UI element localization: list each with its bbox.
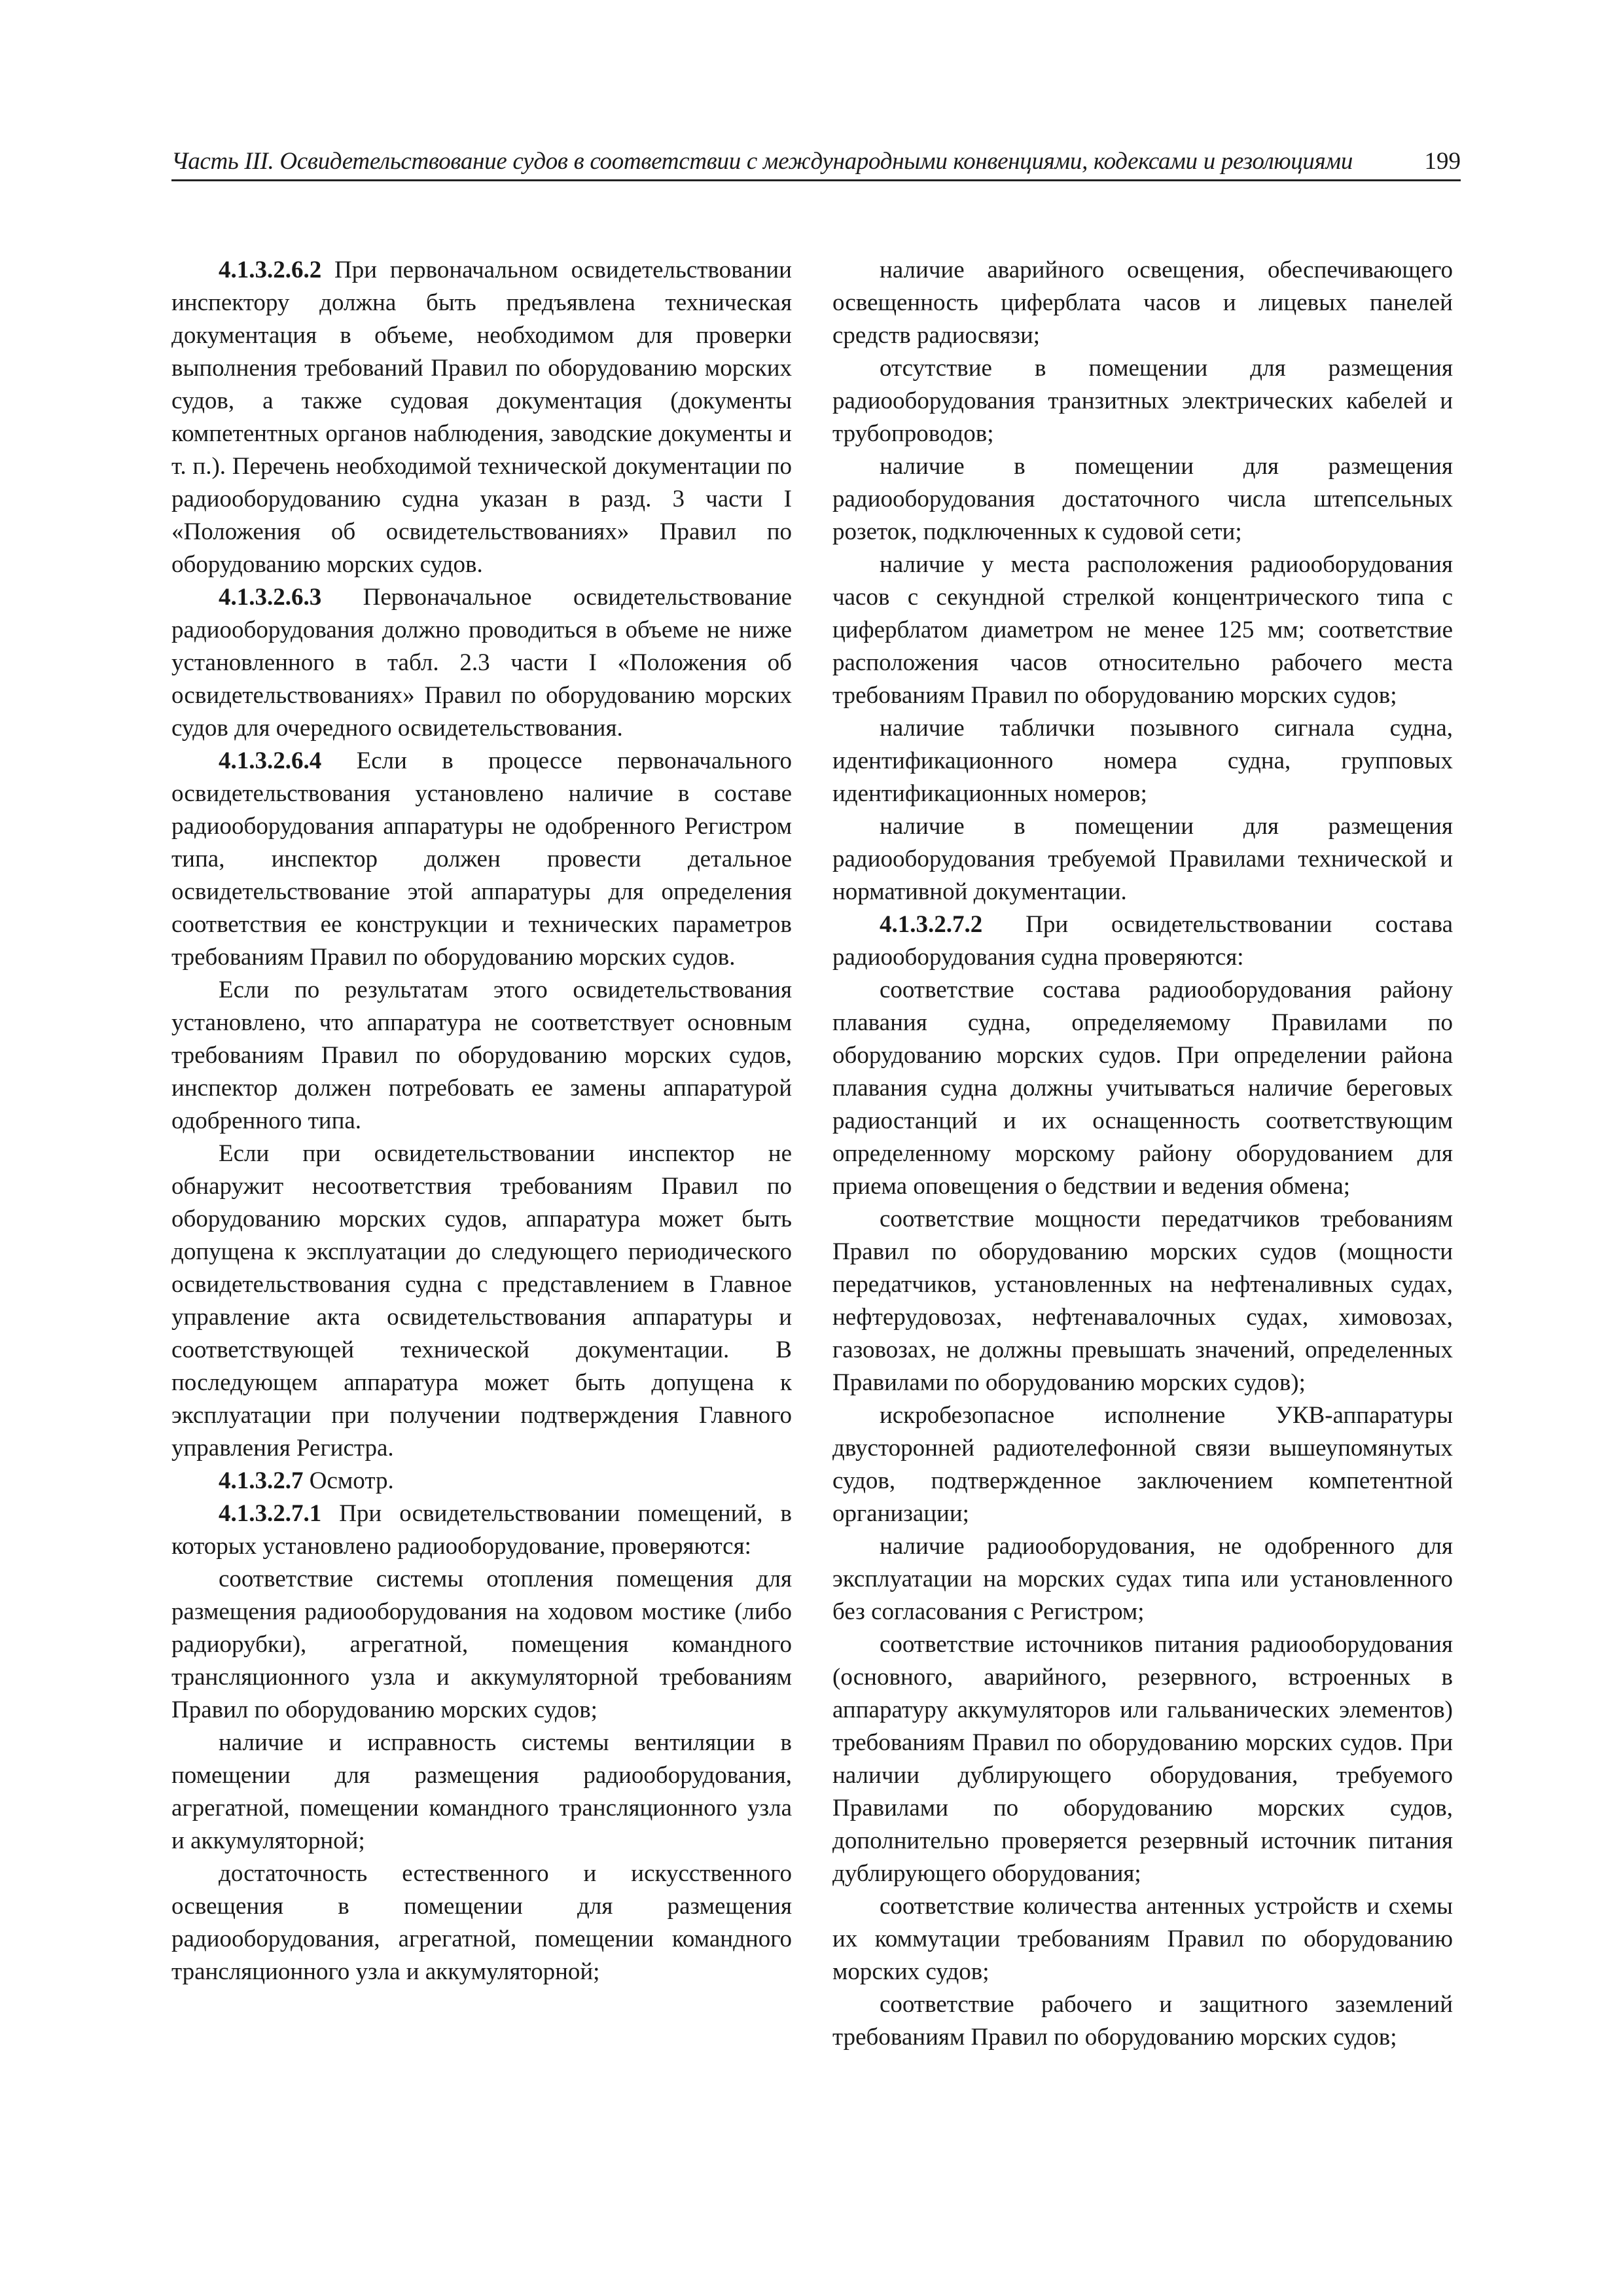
- paragraph-text: При освидетельствовании помещений, в которых установлено радиооборудование, проверяются:: [171, 1500, 792, 1560]
- paragraph: [832, 548, 1453, 712]
- paragraph-text: наличие у места расположения радиооборудования часов с секундной стрелкой концентрического типа с циферблатом диаметром не менее 125 мм; соответствие расположения часов относительно рабочего места требованиям Правил по оборудованию морских судов;: [832, 551, 1453, 709]
- paragraph: [832, 352, 1453, 450]
- paragraph-text: Если в процессе первоначального освидетельствования установлено наличие в составе радиооборудования аппаратуры не одобренного Регистром типа, инспектор должен провести детальное освидетельствование этой аппаратуры для определения соответствия ее конструкции и технических параметров требованиям Правил по оборудованию морских судов.: [171, 747, 792, 971]
- paragraph: [832, 712, 1453, 810]
- paragraph-text: наличие в помещении для размещения радиооборудования требуемой Правилами технической и нормативной документации.: [832, 813, 1453, 905]
- running-header: [171, 143, 1461, 181]
- section-number: 4.1.3.2.7: [219, 1467, 304, 1494]
- paragraph-text: достаточность естественного и искусственного освещения в помещении для размещения радиооборудования, агрегатной, помещении командного трансляционного узла и аккумуляторной;: [171, 1860, 792, 1985]
- paragraph: [171, 1138, 792, 1465]
- paragraph-text: соответствие системы отопления помещения для размещения радиооборудования на ходовом мостике (либо радиорубки), агрегатной, помещения командного трансляционного узла и аккумуляторной требованиям Правил по оборудованию морских судов;: [171, 1566, 792, 1723]
- running-header-title: Часть III. Освидетельствование судов в соответствии с международными конвенциями, кодексами и резолюциями: [171, 148, 1353, 175]
- paragraph-text: соответствие количества антенных устройств и схемы их коммутации требованиям Правил по оборудованию морских судов;: [832, 1893, 1453, 1985]
- paragraph: [171, 254, 792, 581]
- paragraph-text: искробезопасное исполнение УКВ-аппаратуры двусторонней радиотелефонной связи вышеупомянутых судов, подтвержденное заключением компетентной организации;: [832, 1402, 1453, 1527]
- paragraph: [171, 1727, 792, 1857]
- paragraph: [171, 1563, 792, 1727]
- paragraph: [832, 908, 1453, 974]
- section-number: 4.1.3.2.6.2: [219, 257, 322, 283]
- section-number: 4.1.3.2.6.3: [219, 584, 322, 611]
- paragraph-text: Если по результатам этого освидетельствования установлено, что аппаратура не соответствует основным требованиям Правил по оборудованию морских судов, инспектор должен потребовать ее замены аппаратурой одобренного типа.: [171, 977, 792, 1134]
- paragraph: [171, 581, 792, 745]
- paragraph: [832, 1203, 1453, 1399]
- paragraph: [832, 1530, 1453, 1628]
- paragraph: [171, 974, 792, 1138]
- paragraph-text: Осмотр.: [303, 1467, 394, 1494]
- paragraph: [832, 254, 1453, 352]
- paragraph-text: Если при освидетельствовании инспектор не обнаружит несоответствия требованиям Правил по оборудованию морских судов, аппаратура может быть допущена к эксплуатации до следующего периодического освидетельствования судна с представлением в Главное управление акта освидетельствования аппаратуры и соответствующей технической документации. В последующем аппаратура может быть допущена к эксплуатации при получении подтверждения Главного управления Регистра.: [171, 1140, 792, 1462]
- paragraph: [832, 1890, 1453, 1988]
- paragraph: [832, 1988, 1453, 2054]
- paragraph-text: наличие и исправность системы вентиляции в помещении для размещения радиооборудования, агрегатной, помещении командного трансляционного узла и аккумуляторной;: [171, 1729, 792, 1854]
- paragraph-text: соответствие состава радиооборудования району плавания судна, определяемому Правилами по оборудованию морских судов. При определении района плавания судна должны учитываться наличие береговых радиостанций и их оснащенность соответствующим определенному морскому району оборудованием для приема оповещения о бедствии и ведения обмена;: [832, 977, 1453, 1200]
- paragraph: [832, 810, 1453, 908]
- paragraph: [832, 1399, 1453, 1530]
- paragraph: [832, 974, 1453, 1203]
- paragraph-text: соответствие рабочего и защитного заземлений требованиям Правил по оборудованию морских судов;: [832, 1991, 1453, 2051]
- paragraph-text: соответствие мощности передатчиков требованиям Правил по оборудованию морских судов (мощности передатчиков, установленных на нефтеналивных судах, нефтерудовозах, нефтенавалочных судах, химовозах, газовозах, не должны превышать значений, определенных Правилами по оборудованию морских судов);: [832, 1206, 1453, 1396]
- left-column: [171, 254, 792, 1988]
- paragraph-text: наличие в помещении для размещения радиооборудования достаточного числа штепсельных розеток, подключенных к судовой сети;: [832, 453, 1453, 545]
- page-number: 199: [1424, 148, 1461, 175]
- paragraph: [171, 745, 792, 974]
- paragraph-text: наличие таблички позывного сигнала судна, идентификационного номера судна, групповых идентификационных номеров;: [832, 715, 1453, 807]
- section-number: 4.1.3.2.6.4: [219, 747, 322, 774]
- paragraph: [171, 1465, 792, 1498]
- paragraph: [832, 1628, 1453, 1890]
- paragraph-text: При освидетельствовании состава радиооборудования судна проверяются:: [832, 911, 1453, 971]
- section-number: 4.1.3.2.7.2: [880, 911, 983, 938]
- paragraph-text: соответствие источников питания радиооборудования (основного, аварийного, резервного, встроенных в аппаратуру аккумуляторов или гальванических элементов) требованиям Правил по оборудованию морских судов. При наличии дублирующего оборудования, требуемого Правилами по оборудованию морских судов, дополнительно проверяется резервный источник питания дублирующего оборудования;: [832, 1631, 1453, 1887]
- paragraph-text: отсутствие в помещении для размещения радиооборудования транзитных электрических кабелей и трубопроводов;: [832, 355, 1453, 447]
- right-column: [832, 254, 1453, 2054]
- paragraph: [171, 1857, 792, 1988]
- paragraph: [171, 1498, 792, 1563]
- section-number: 4.1.3.2.7.1: [219, 1500, 322, 1527]
- paragraph-text: При первоначальном освидетельствовании инспектору должна быть предъявлена техническая документация в объеме, необходимом для проверки выполнения требований Правил по оборудованию морских судов, а также судовая документация (документы компетентных органов наблюдения, заводские документы и т. п.). Перечень необходимой технической документации по радиооборудованию судна указан в разд. 3 части I «Положения об освидетельствованиях» Правил по оборудованию морских судов.: [171, 257, 792, 578]
- paragraph-text: наличие радиооборудования, не одобренного для эксплуатации на морских судах типа или установленного без согласования с Регистром;: [832, 1533, 1453, 1625]
- paragraph-text: Первоначальное освидетельствование радиооборудования должно проводиться в объеме не ниже установленного в табл. 2.3 части I «Положения об освидетельствованиях» Правил по оборудованию морских судов для очередного освидетельствования.: [171, 584, 792, 742]
- paragraph: [832, 450, 1453, 548]
- paragraph-text: наличие аварийного освещения, обеспечивающего освещенность циферблата часов и лицевых панелей средств радиосвязи;: [832, 257, 1453, 349]
